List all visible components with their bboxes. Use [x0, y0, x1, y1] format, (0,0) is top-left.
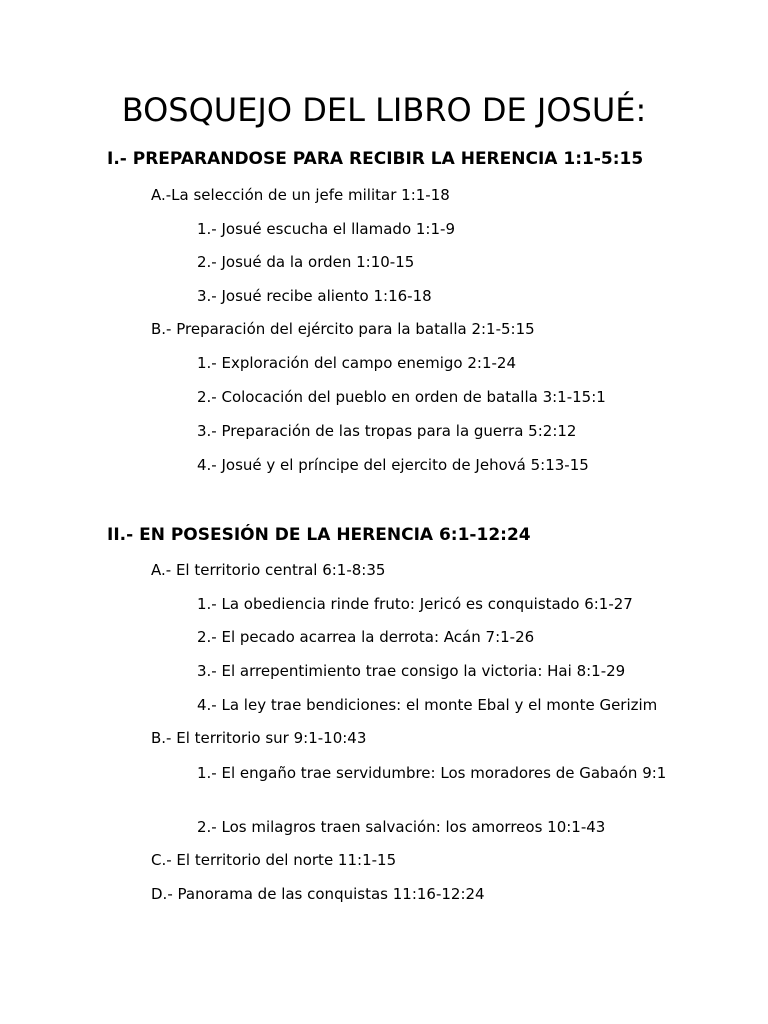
- list-item: 3.- Josué recibe aliento 1:16-18: [197, 287, 432, 305]
- subsection-1a: A.-La selección de un jefe militar 1:1-18: [151, 186, 450, 204]
- section-heading-1: I.- PREPARANDOSE PARA RECIBIR LA HERENCIA 1:1-5:15: [107, 149, 644, 169]
- subsection-2b: B.- El territorio sur 9:1-10:43: [151, 729, 367, 747]
- list-item: 2.- Los milagros traen salvación: los amorreos 10:1-43: [197, 818, 606, 836]
- subsection-2a: A.- El territorio central 6:1-8:35: [151, 561, 386, 579]
- list-item: 3.- El arrepentimiento trae consigo la victoria: Hai 8:1-29: [197, 662, 626, 680]
- subsection-2c: C.- El territorio del norte 11:1-15: [151, 851, 397, 869]
- subsection-2d: D.- Panorama de las conquistas 11:16-12:24: [151, 885, 485, 903]
- list-item: 2.- El pecado acarrea la derrota: Acán 7:1-26: [197, 628, 535, 646]
- list-item: 4.- La ley trae bendiciones: el monte Ebal y el monte Gerizim: [197, 696, 658, 714]
- list-item: 4.- Josué y el príncipe del ejercito de Jehová 5:13-15: [197, 456, 589, 474]
- list-item: 3.- Preparación de las tropas para la guerra 5:2:12: [197, 422, 577, 440]
- list-item: 2.- Colocación del pueblo en orden de batalla 3:1-15:1: [197, 388, 606, 406]
- document-title: BOSQUEJO DEL LIBRO DE JOSUÉ:: [121, 91, 647, 129]
- section-heading-2: II.- EN POSESIÓN DE LA HERENCIA 6:1-12:24: [107, 525, 531, 545]
- list-item: 1.- Exploración del campo enemigo 2:1-24: [197, 354, 516, 372]
- list-item: 1.- La obediencia rinde fruto: Jericó es conquistado 6:1-27: [197, 595, 633, 613]
- list-item: 2.- Josué da la orden 1:10-15: [197, 253, 415, 271]
- list-item: 1.- El engaño trae servidumbre: Los moradores de Gabaón 9:1: [197, 764, 667, 782]
- subsection-1b: B.- Preparación del ejército para la batalla 2:1-5:15: [151, 320, 535, 338]
- list-item: 1.- Josué escucha el llamado 1:1-9: [197, 220, 455, 238]
